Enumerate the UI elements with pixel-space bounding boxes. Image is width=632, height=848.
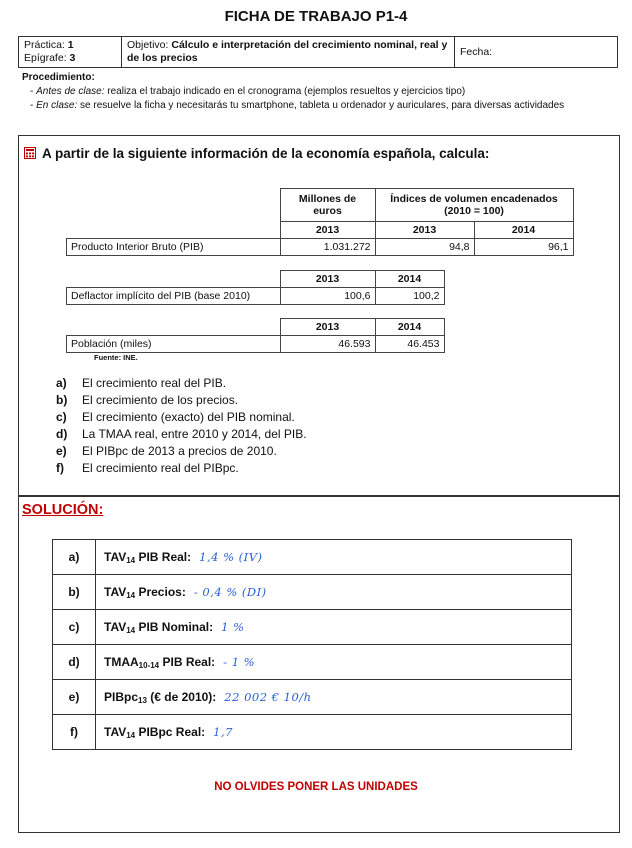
epigrafe-value: 3 [69, 52, 76, 64]
list-item: c) El crecimiento (exacto) del PIB nominal. [56, 410, 295, 424]
millones-header: Millones de euros [280, 189, 375, 222]
pib-millones-value: 1.031.272 [280, 239, 375, 256]
answers-table [52, 539, 572, 750]
handwritten-answer: 1 % [221, 619, 245, 634]
item2-prefix: En clase: [36, 100, 78, 111]
objetivo-label: Objetivo: [127, 39, 169, 51]
list-item: b) El crecimiento de los precios. [56, 393, 239, 407]
list-item: d) La TMAA real, entre 2010 y 2014, del PIB. [56, 427, 307, 441]
objetivo-cell [122, 37, 455, 68]
year-header: 2013 [280, 319, 375, 336]
table-row: b) $TAV_{14}$ Precios: - 0,4 % (DI) [53, 575, 572, 610]
year-header: 2014 [375, 271, 444, 288]
procedimiento [22, 71, 622, 113]
objetivo-text: Cálculo e interpretación del crecimiento nominal, real y de los precios [127, 39, 448, 64]
handwritten-answer: - 0,4 % (DI) [193, 584, 267, 599]
item1-prefix: Antes de clase: [36, 86, 105, 97]
poblacion-table [66, 318, 445, 353]
practica-value: 1 [67, 39, 74, 51]
fecha-label: Fecha: [460, 45, 493, 58]
list-item: f) El crecimiento real del PIBpc. [56, 461, 239, 475]
source-note: Fuente: INE. [94, 353, 138, 362]
pib-row-label: Producto Interior Bruto (PIB) [67, 239, 281, 256]
pib-index-2014-value: 96,1 [474, 239, 573, 256]
pib-table [66, 188, 574, 256]
solucion-title: SOLUCIÓN: [22, 502, 104, 518]
practica-cell [19, 37, 122, 68]
table-row: e) PIBpc$_{13}$ (€ de 2010): 22 002 € 10/h [53, 680, 572, 715]
intro-text: A partir de la siguiente información de la economía española, calcula: [42, 146, 490, 161]
practica-label: Práctica: [24, 39, 65, 51]
item2-text: se resuelve la ficha y necesitarás tu smartphone, tableta u ordenador y auriculares, para diversas actividades [80, 100, 565, 111]
procedimiento-item-1: - Antes de clase: realiza el trabajo indicado en el cronograma (ejemplos resueltos y ejercicios tipo) [30, 86, 466, 97]
item1-text: realiza el trabajo indicado en el cronograma (ejemplos resueltos y ejercicios tipo) [107, 86, 466, 97]
handwritten-answer: 22 002 € 10/h [224, 689, 312, 704]
exercise-intro [24, 146, 489, 161]
list-item: e) El PIBpc de 2013 a precios de 2010. [56, 444, 277, 458]
epigrafe-label: Epígrafe: [24, 52, 67, 64]
procedimiento-item-2: - En clase: se resuelve la ficha y necesitarás tu smartphone, tableta u ordenador y auriculares, para diversas actividades [30, 100, 565, 111]
list-item: a) El crecimiento real del PIB. [56, 376, 227, 390]
handwritten-answer: 1,4 % (IV) [199, 549, 263, 564]
year-header: 2014 [375, 319, 444, 336]
year-header: 2013 [280, 222, 375, 239]
handwritten-answer: 1,7 [213, 724, 233, 739]
table-row: a) $TAV_{14}$ PIB Real: 1,4 % (IV) [53, 540, 572, 575]
fecha-cell [455, 37, 618, 68]
indices-header: Índices de volumen encadenados (2010 = 100) [375, 189, 573, 222]
deflactor-2013-value: 100,6 [280, 288, 375, 305]
deflactor-row-label: Deflactor implícito del PIB (base 2010) [67, 288, 281, 305]
procedimiento-title: Procedimiento: [22, 72, 95, 83]
table-row: f) $TAV_{14}$ PIBpc Real: 1,7 [53, 715, 572, 750]
year-header: 2013 [375, 222, 474, 239]
year-header: 2013 [280, 271, 375, 288]
table-row: d) $TMAA_{10-14}$ PIB Real: - 1 % [53, 645, 572, 680]
page-title: FICHA DE TRABAJO P1-4 [224, 8, 408, 25]
deflactor-table [66, 270, 445, 305]
year-header: 2014 [474, 222, 573, 239]
pib-index-2013-value: 94,8 [375, 239, 474, 256]
deflactor-2014-value: 100,2 [375, 288, 444, 305]
poblacion-2014-value: 46.453 [375, 336, 444, 353]
table-row: c) $TAV_{14}$ PIB Nominal: 1 % [53, 610, 572, 645]
units-reminder: NO OLVIDES PONER LAS UNIDADES [214, 781, 418, 793]
handwritten-answer: - 1 % [223, 654, 256, 669]
calculator-icon [24, 147, 36, 159]
poblacion-2013-value: 46.593 [280, 336, 375, 353]
header-table [18, 36, 618, 68]
poblacion-row-label: Población (miles) [67, 336, 281, 353]
questions-list [56, 375, 307, 477]
